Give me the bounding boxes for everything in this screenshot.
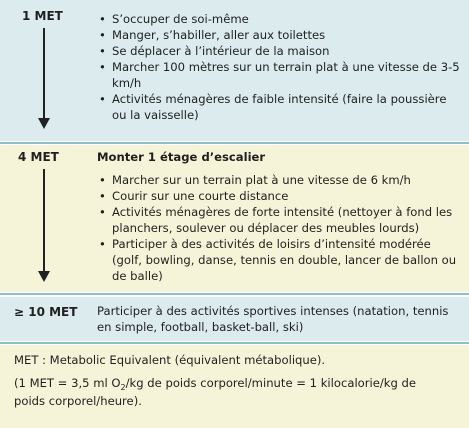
footnote-text: (1 MET = 3,5 ml O: [14, 376, 121, 390]
divider: [0, 342, 469, 344]
list-item: • Courir sur une courte distance: [97, 188, 461, 204]
label-1-met: 1 MET: [22, 9, 63, 23]
list-item: • Se déplacer à l’intérieur de la maison: [97, 43, 461, 59]
list-1-met: [97, 11, 461, 123]
list-item: • Activités ménagères de forte intensité (nettoyer à fond les planchers, soulever ou déplacer des meubles lourds): [97, 204, 461, 236]
arrow-down-icon: [38, 271, 50, 283]
list-item: • Marcher sur un terrain plat à une vitesse de 6 km/h: [97, 172, 461, 188]
footnote: [0, 345, 469, 428]
section-heading: Monter 1 étage d’escalier: [97, 150, 266, 164]
arrow-shaft-1: [43, 28, 45, 123]
label-10-met: ≥ 10 MET: [14, 305, 78, 319]
footnote-text: /kg de poids corporel/minute = 1 kilocalorie/kg de poids corporel/heure).: [14, 376, 417, 408]
section-4-met: [0, 145, 469, 292]
section-text: Participer à des activités sportives intenses (natation, tennis en simple, football, basket-ball, ski): [97, 304, 449, 334]
section-10-met: [0, 297, 469, 341]
list-item: • Activités ménagères de faible intensité (faire la poussière ou la vaisselle): [97, 91, 461, 123]
footnote-line-1: MET : Metabolic Equivalent (équivalent métabolique).: [14, 353, 326, 367]
list-4-met: [97, 172, 461, 284]
label-4-met: 4 MET: [18, 150, 59, 164]
list-item: • Marcher 100 mètres sur un terrain plat à une vitesse de 3-5 km/h: [97, 59, 461, 91]
footnote-line-2: [14, 375, 439, 409]
list-item: • S’occuper de soi-même: [97, 11, 461, 27]
arrow-shaft-2: [43, 169, 45, 275]
section-1-met: [0, 0, 469, 141]
subscript: 2: [120, 383, 126, 392]
divider: [0, 293, 469, 295]
divider: [0, 142, 469, 144]
arrow-down-icon: [38, 118, 50, 130]
list-item: • Participer à des activités de loisirs d’intensité modérée (golf, bowling, danse, tennis en double, lancer de ballon ou de balle): [97, 236, 461, 284]
list-item: • Manger, s’habiller, aller aux toilettes: [97, 27, 461, 43]
